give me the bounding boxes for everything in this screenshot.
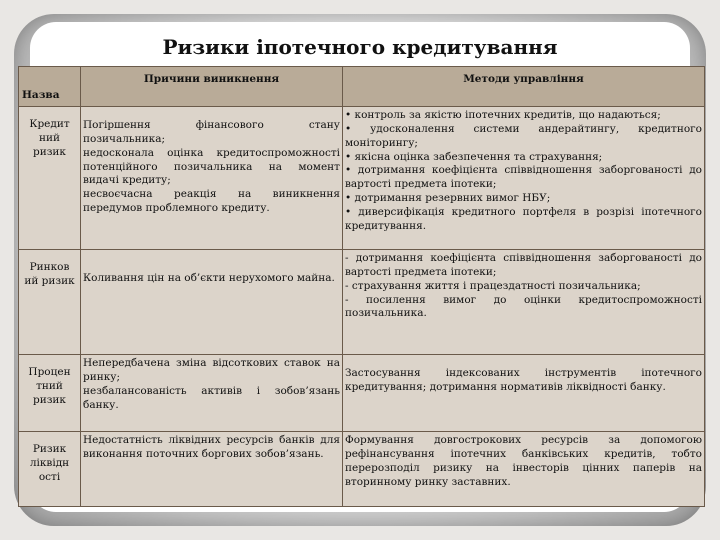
risk-name-cell: Процен тний ризик: [19, 355, 81, 432]
header-row: [19, 67, 705, 107]
methods-cell: [343, 250, 705, 355]
causes-cell: [81, 250, 343, 355]
header-name: Назва: [19, 67, 81, 107]
cause-line: Погіршення фінансового стану позичальника;: [83, 119, 340, 145]
method-line: - страхування життя і працездатності позичальника;: [345, 279, 641, 292]
method-line: • дотримання резервних вимог НБУ;: [345, 192, 551, 205]
risk-name-cell: Кредит ний ризик: [19, 107, 81, 250]
risk-name-cell: Ризик ліквідн ості: [19, 432, 81, 507]
table-row: [19, 250, 705, 355]
method-line: • дотримання коефіцієнта співвідношення заборгованості до вартості предмета іпотеки;: [345, 164, 702, 191]
method-line: • контроль за якістю іпотечних кредитів, що надаються;: [345, 109, 661, 121]
method-line: • удосконалення системи андерайтингу, кредитного моніторингу;: [345, 122, 702, 149]
table-row: [19, 107, 705, 250]
methods-cell: [343, 107, 705, 250]
risk-table: [18, 66, 705, 507]
cause-line: Коливання цін на об’єкти нерухомого майна.: [83, 272, 335, 284]
method-line: • якісна оцінка забезпечення та страхування;: [345, 150, 603, 163]
method-line: - дотримання коефіцієнта співвідношення заборгованості до вартості предмета іпотеки;: [345, 252, 702, 278]
cause-line: Недостатність ліквідних ресурсів банків для виконання поточних боргових зобов’язань.: [83, 434, 340, 460]
table-row: [19, 355, 705, 432]
table-row: [19, 432, 705, 507]
cause-line: Непередбачена зміна відсоткових ставок на ринку;: [83, 357, 340, 383]
method-line: • диверсифікація кредитного портфеля в розрізі іпотечного кредитування.: [345, 206, 702, 232]
method-line: - посилення вимог до оцінки кредитоспроможності позичальника.: [345, 293, 702, 320]
cause-line: незбалансованість активів і зобов’язань банку.: [83, 384, 340, 411]
method-line: Застосування індексованих інструментів іпотечного кредитування; дотримання нормативів ліквідності банку.: [345, 367, 702, 393]
cause-line: несвоєчасна реакція на виникнення передумов проблемного кредиту.: [83, 188, 340, 215]
methods-cell: [343, 432, 705, 507]
risk-name-cell: Ринков ий ризик: [19, 250, 81, 355]
methods-cell: [343, 355, 705, 432]
causes-cell: [81, 355, 343, 432]
header-causes: Причини виникнення: [81, 67, 343, 107]
causes-cell: [81, 107, 343, 250]
method-line: Формування довгострокових ресурсів за допомогою рефінансування іпотечних банківських кредитів, тобто перерозподіл ризику на інвесторів цінних паперів на вторинному ринку заставних.: [345, 434, 702, 488]
causes-cell: [81, 432, 343, 507]
header-methods: Методи управління: [343, 67, 705, 107]
slide-title: Ризики іпотечного кредитування: [162, 35, 558, 59]
cause-line: недосконала оцінка кредитоспроможності потенційного позичальника на момент видачі кредиту;: [83, 146, 340, 187]
